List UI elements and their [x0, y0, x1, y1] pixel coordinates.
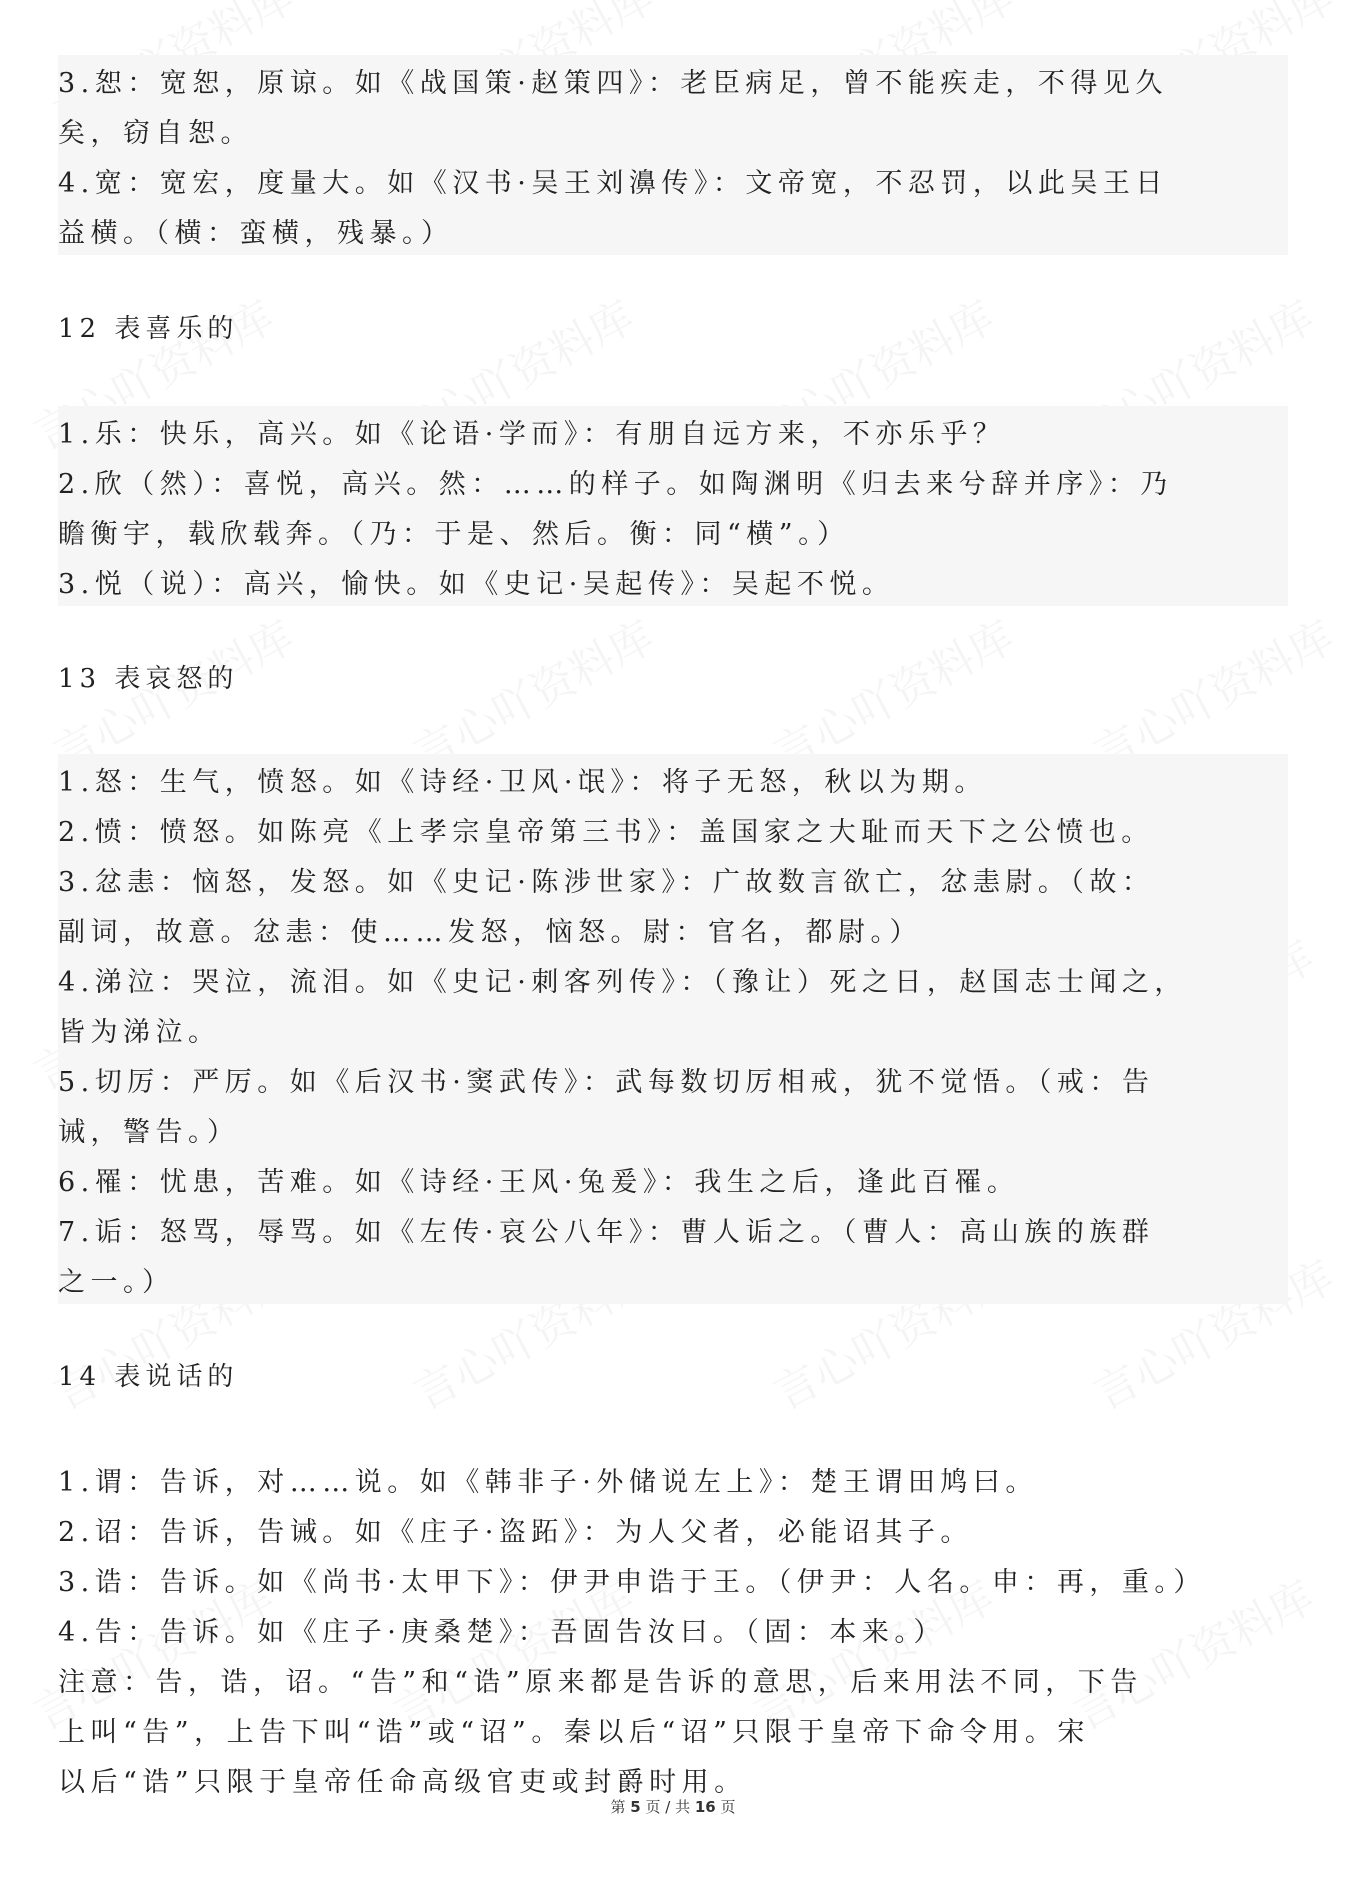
text-line: 4.告：告诉。如《庄子·庚桑楚》：吾固告汝曰。（固：本来。） [58, 1617, 946, 1648]
text-line: 以后“诰”只限于皇帝任命高级官吏或封爵时用。 [58, 1767, 747, 1798]
text-line: 5.切厉：严厉。如《后汉书·窦武传》：武每数切厉相戒，犹不觉悟。（戒：告 [58, 1067, 1155, 1098]
text-line: 副词，故意。忿恚：使……发怒，恼怒。尉：官名，都尉。） [58, 917, 922, 948]
section-top-block [58, 55, 1288, 255]
text-line: 4.涕泣：哭泣，流泪。如《史记·刺客列传》：（豫让）死之日，赵国志士闻之， [58, 967, 1187, 998]
text-line: 益横。（横：蛮横，残暴。） [58, 218, 454, 249]
footer-middle: 页 / 共 [645, 1798, 691, 1816]
text-line: 3.悦（说）：高兴，愉快。如《史记·吴起传》：吴起不悦。 [58, 569, 895, 600]
page-footer [0, 1796, 1346, 1817]
text-line: 瞻衡宇，载欣载奔。（乃：于是、然后。衡：同“横”。） [58, 519, 850, 550]
section-14-block [58, 1454, 1288, 1804]
text-line: 注意：告，诰，诏。“告”和“诰”原来都是告诉的意思，后来用法不同，下告 [58, 1667, 1143, 1698]
section-14-heading: 14 表说话的 [58, 1362, 239, 1392]
text-line: 6.罹：忧患，苦难。如《诗经·王风·兔爰》：我生之后，逢此百罹。 [58, 1167, 1020, 1198]
page-total: 16 [694, 1798, 716, 1816]
text-line: 矣，窃自恕。 [58, 118, 253, 149]
text-line: 之一。） [58, 1267, 175, 1298]
text-line: 7.诟：怒骂，辱骂。如《左传·哀公八年》：曹人诟之。（曹人：高山族的族群 [58, 1217, 1155, 1248]
footer-prefix: 第 [610, 1798, 626, 1816]
text-line: 2.欣（然）：喜悦，高兴。然：……的样子。如陶渊明《归去来兮辞并序》：乃 [58, 469, 1173, 500]
text-line: 3.恕：宽恕，原谅。如《战国策·赵策四》：老臣病足，曾不能疾走，不得见久 [58, 68, 1168, 99]
text-line: 1.谓：告诉，对……说。如《韩非子·外储说左上》：楚王谓田鸠曰。 [58, 1467, 1038, 1498]
text-line: 3.诰：告诉。如《尚书·太甲下》：伊尹申诰于王。（伊尹：人名。申：再，重。） [58, 1567, 1206, 1598]
section-12-block [58, 406, 1288, 606]
section-12-heading: 12 表喜乐的 [58, 314, 239, 344]
page-current: 5 [630, 1798, 641, 1816]
text-line: 皆为涕泣。 [58, 1017, 221, 1048]
text-line: 2.愤：愤怒。如陈亮《上孝宗皇帝第三书》：盖国家之大耻而天下之公愤也。 [58, 817, 1154, 848]
text-line: 上叫“告”，上告下叫“诰”或“诏”。秦以后“诏”只限于皇帝下命令用。宋 [58, 1717, 1090, 1748]
text-line: 诫，警告。） [58, 1117, 240, 1148]
text-line: 4.宽：宽宏，度量大。如《汉书·吴王刘濞传》：文帝宽，不忍罚，以此吴王日 [58, 168, 1168, 199]
section-13-heading: 13 表哀怒的 [58, 664, 239, 694]
text-line: 3.忿恚：恼怒，发怒。如《史记·陈涉世家》：广故数言欲亡，忿恚尉。（故： [58, 867, 1155, 898]
text-line: 1.乐：快乐，高兴。如《论语·学而》：有朋自远方来，不亦乐乎？ [58, 419, 1006, 450]
section-13-block [58, 754, 1288, 1304]
footer-suffix: 页 [720, 1798, 736, 1816]
text-line: 2.诏：告诉，告诫。如《庄子·盗跖》：为人父者，必能诏其子。 [58, 1517, 973, 1548]
text-line: 1.怒：生气，愤怒。如《诗经·卫风·氓》：将子无怒，秋以为期。 [58, 767, 987, 798]
